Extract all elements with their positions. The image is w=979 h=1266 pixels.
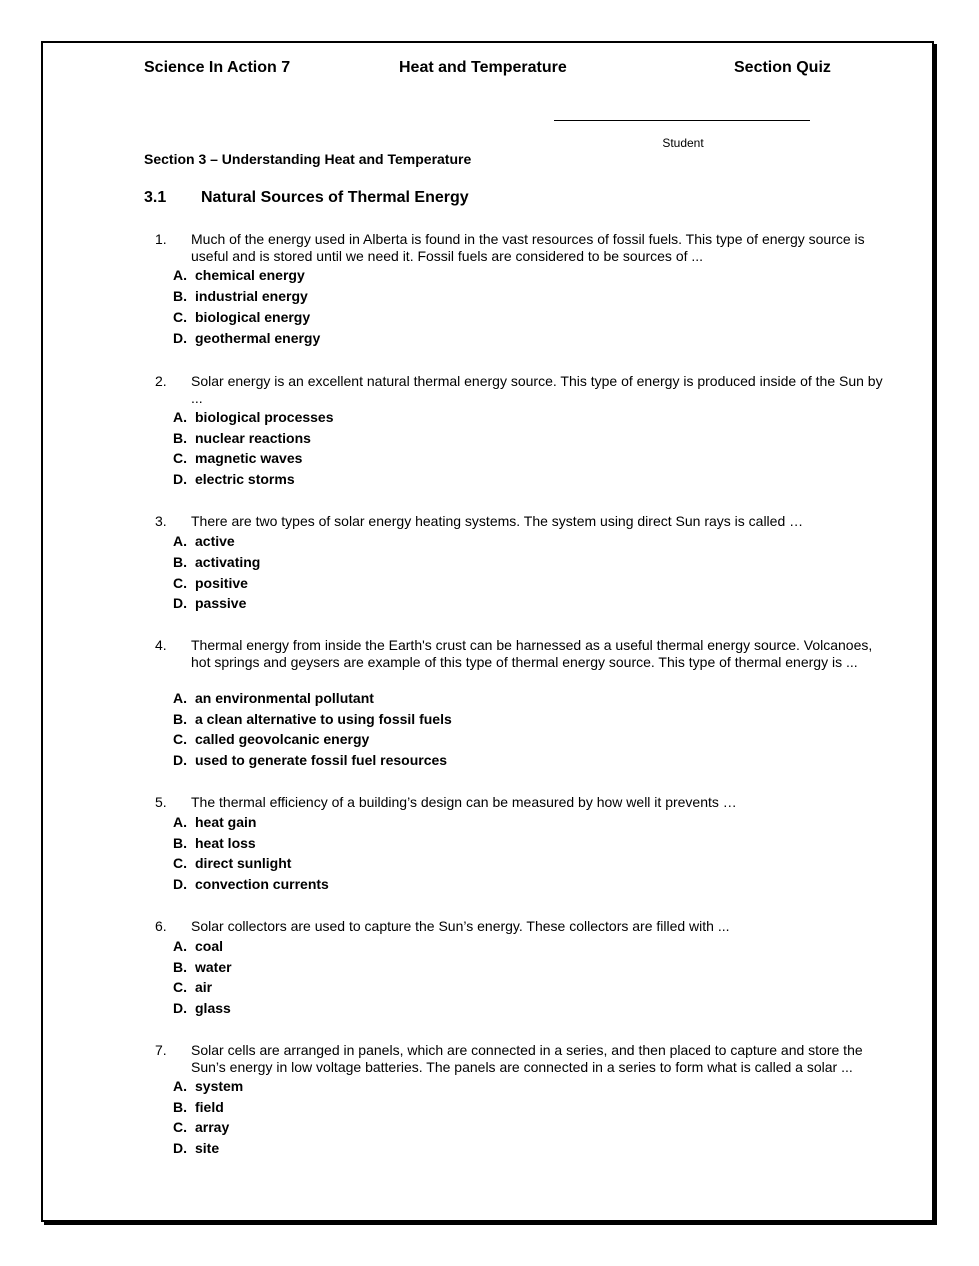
question-number: 4. (155, 637, 167, 653)
option-letter: A. (173, 267, 187, 283)
question-number: 3. (155, 513, 167, 529)
option-text: an environmental pollutant (195, 690, 374, 706)
option-text: convection currents (195, 876, 329, 892)
option-text: magnetic waves (195, 450, 303, 466)
question-number: 1. (155, 231, 167, 247)
header-unit: Heat and Temperature (399, 59, 567, 76)
answer-option[interactable] (173, 979, 212, 995)
option-letter: A. (173, 533, 187, 549)
option-text: system (195, 1078, 244, 1094)
option-text: passive (195, 595, 247, 611)
header-quiz-type: Section Quiz (734, 59, 831, 76)
answer-option[interactable] (173, 288, 308, 304)
option-letter: D. (173, 595, 187, 611)
option-text: site (195, 1140, 220, 1156)
option-text: industrial energy (195, 288, 308, 304)
option-letter: D. (173, 330, 187, 346)
option-letter: D. (173, 876, 187, 892)
answer-option[interactable] (173, 471, 295, 487)
question-text: Solar collectors are used to capture the Sun’s energy. These collectors are filled with ... (191, 918, 730, 934)
option-text: water (195, 959, 232, 975)
header-course: Science In Action 7 (144, 59, 291, 76)
answer-option[interactable] (173, 938, 223, 954)
question-text: Solar energy is an excellent natural thermal energy source. This type of energy is produced inside of the Sun by ... (191, 373, 883, 406)
answer-option[interactable] (173, 330, 320, 346)
option-letter: D. (173, 471, 187, 487)
option-text: activating (195, 554, 261, 570)
option-text: field (195, 1099, 224, 1115)
question-text: Thermal energy from inside the Earth's crust can be harnessed as a useful thermal energy source. Volcanoes, hot springs and geysers are example of this type of thermal energy source. This type of thermal energy is ... (191, 637, 873, 670)
option-text: geothermal energy (195, 330, 321, 346)
option-letter: B. (173, 288, 187, 304)
option-text: nuclear reactions (195, 430, 311, 446)
answer-option[interactable] (173, 430, 311, 446)
answer-option[interactable] (173, 267, 305, 283)
option-letter: C. (173, 1119, 187, 1135)
option-letter: C. (173, 731, 187, 747)
option-letter: B. (173, 959, 187, 975)
answer-option[interactable] (173, 959, 232, 975)
answer-option[interactable] (173, 711, 452, 727)
answer-option[interactable] (173, 731, 369, 747)
answer-option[interactable] (173, 554, 260, 570)
question-number: 6. (155, 918, 167, 934)
option-letter: A. (173, 409, 187, 425)
answer-option[interactable] (173, 533, 235, 549)
student-label: Student (662, 136, 704, 150)
answer-option[interactable] (173, 409, 334, 425)
option-letter: C. (173, 855, 187, 871)
option-letter: D. (173, 752, 187, 768)
answer-option[interactable] (173, 876, 329, 892)
option-text: a clean alternative to using fossil fuels (195, 711, 452, 727)
option-text: air (195, 979, 213, 995)
question-number: 7. (155, 1042, 167, 1058)
option-text: active (195, 533, 235, 549)
option-text: glass (195, 1000, 231, 1016)
answer-option[interactable] (173, 1078, 243, 1094)
question-number: 2. (155, 373, 167, 389)
option-letter: C. (173, 979, 187, 995)
option-text: chemical energy (195, 267, 305, 283)
question-text: There are two types of solar energy heating systems. The system using direct Sun rays is called … (191, 513, 804, 529)
answer-option[interactable] (173, 309, 310, 325)
option-letter: C. (173, 309, 187, 325)
answer-option[interactable] (173, 450, 302, 466)
answer-option[interactable] (173, 752, 447, 768)
answer-option[interactable] (173, 855, 291, 871)
subsection-number: 3.1 (144, 189, 167, 206)
option-letter: A. (173, 690, 187, 706)
option-text: biological energy (195, 309, 311, 325)
option-letter: B. (173, 835, 187, 851)
option-text: electric storms (195, 471, 295, 487)
option-text: called geovolcanic energy (195, 731, 370, 747)
section-title: Section 3 – Understanding Heat and Temperature (144, 151, 472, 167)
option-letter: B. (173, 1099, 187, 1115)
option-letter: C. (173, 575, 187, 591)
question-text: Solar cells are arranged in panels, which are connected in a series, and then placed to capture and store the Sun’s energy in low voltage batteries. The panels are connected in a series to form what is called a solar ... (191, 1042, 863, 1075)
subsection-title: Natural Sources of Thermal Energy (201, 189, 469, 206)
option-letter: A. (173, 1078, 187, 1094)
answer-option[interactable] (173, 1140, 219, 1156)
option-letter: A. (173, 814, 187, 830)
question-text: Much of the energy used in Alberta is found in the vast resources of fossil fuels. This type of energy source is useful and is stored until we need it. Fossil fuels are considered to be sources of ... (191, 231, 865, 264)
option-letter: B. (173, 430, 187, 446)
answer-option[interactable] (173, 1000, 231, 1016)
option-letter: B. (173, 711, 187, 727)
option-letter: A. (173, 938, 187, 954)
option-text: direct sunlight (195, 855, 292, 871)
answer-option[interactable] (173, 1099, 224, 1115)
option-text: used to generate fossil fuel resources (195, 752, 448, 768)
answer-option[interactable] (173, 1119, 229, 1135)
answer-option[interactable] (173, 690, 374, 706)
option-letter: D. (173, 1000, 187, 1016)
option-text: heat loss (195, 835, 256, 851)
option-text: biological processes (195, 409, 334, 425)
question-text: The thermal efficiency of a building’s design can be measured by how well it prevents … (191, 794, 737, 810)
option-letter: C. (173, 450, 187, 466)
option-text: array (195, 1119, 230, 1135)
answer-option[interactable] (173, 575, 248, 591)
option-text: coal (195, 938, 224, 954)
question-number: 5. (155, 794, 167, 810)
answer-option[interactable] (173, 814, 256, 830)
option-letter: D. (173, 1140, 187, 1156)
option-letter: B. (173, 554, 187, 570)
answer-option[interactable] (173, 595, 246, 611)
option-text: positive (195, 575, 248, 591)
answer-option[interactable] (173, 835, 256, 851)
option-text: heat gain (195, 814, 257, 830)
